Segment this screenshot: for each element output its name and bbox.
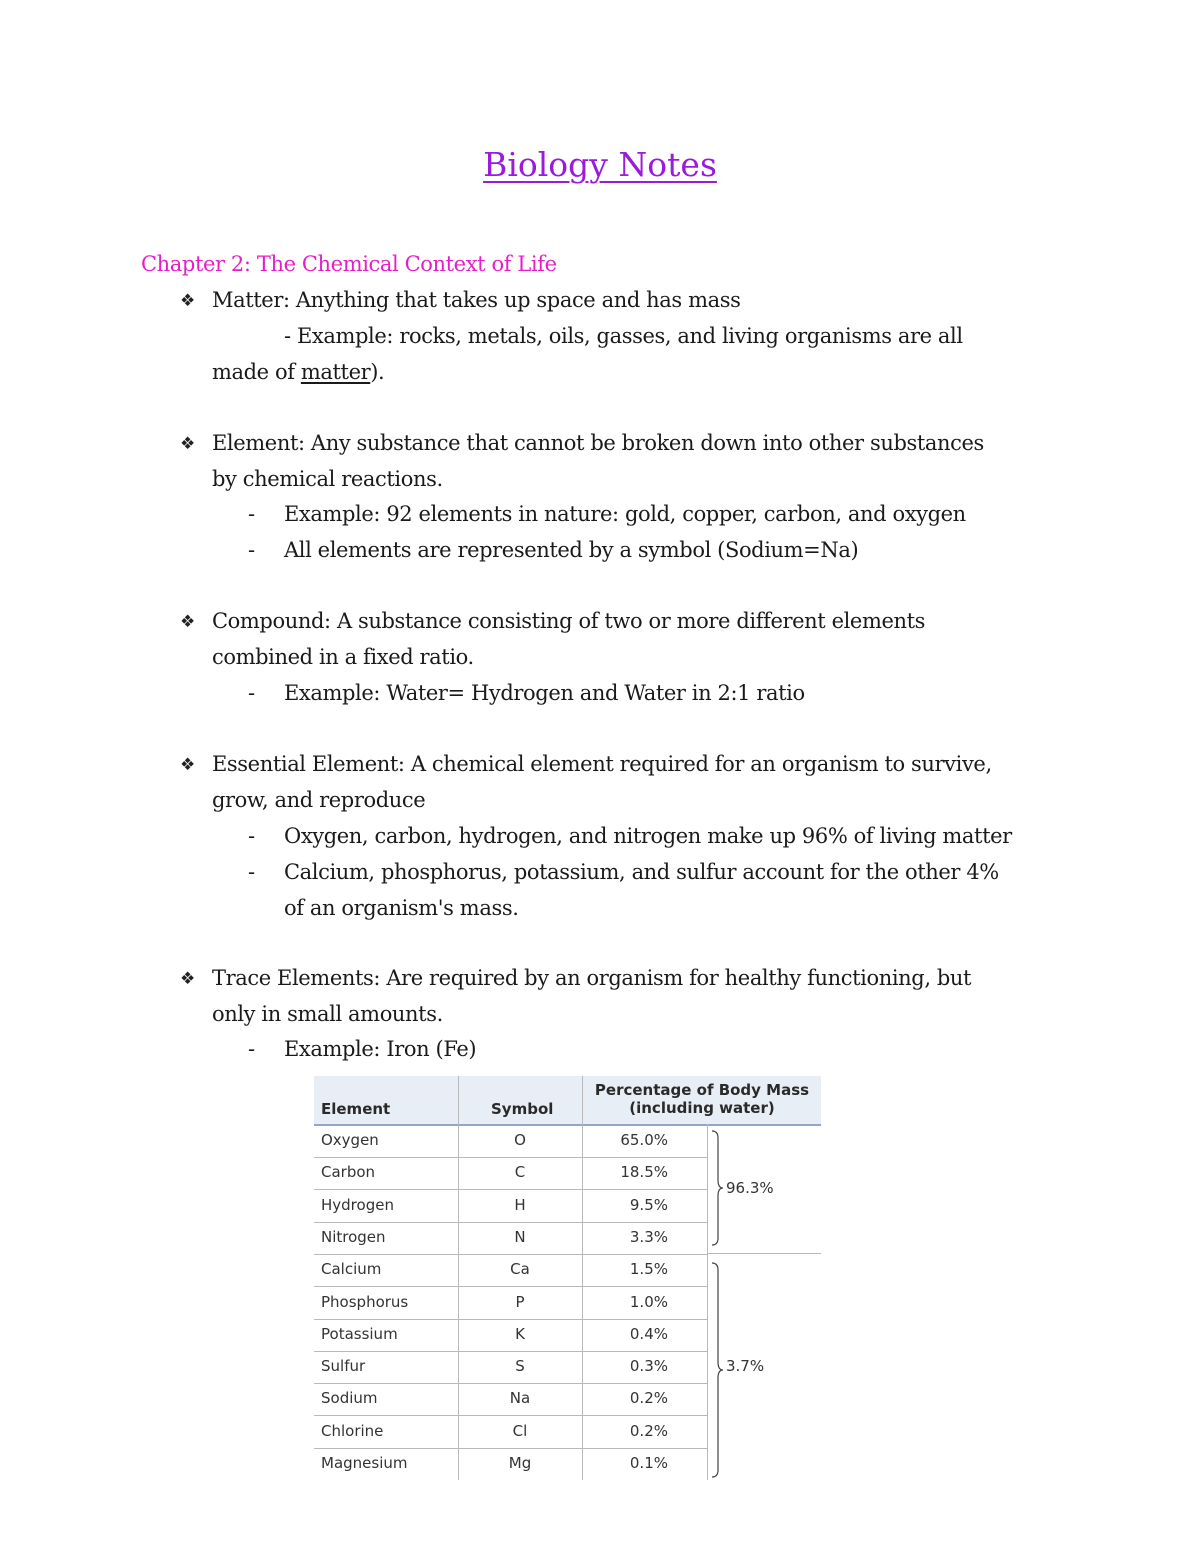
- cell-element: Hydrogen: [321, 1195, 394, 1214]
- table-row: [314, 1222, 707, 1255]
- cell-percentage: 65.0%: [620, 1131, 668, 1149]
- header-element: Element: [321, 1100, 391, 1118]
- cell-element: Sodium: [321, 1389, 378, 1408]
- cell-symbol: Ca: [510, 1260, 530, 1279]
- column-divider: [707, 1124, 708, 1480]
- dash-icon: -: [248, 681, 256, 705]
- dash-icon: -: [248, 538, 256, 562]
- compound-definition: Compound: A substance consisting of two or more different elements: [212, 609, 926, 633]
- essential-note-2-cont: of an organism's mass.: [284, 896, 519, 920]
- trace-definition-cont: only in small amounts.: [212, 1002, 443, 1026]
- group-divider: [707, 1253, 821, 1254]
- dash-icon: -: [248, 824, 256, 848]
- cell-element: Calcium: [321, 1260, 382, 1279]
- cell-symbol: Na: [509, 1389, 531, 1408]
- chapter-heading: Chapter 2: The Chemical Context of Life: [141, 252, 557, 276]
- matter-definition: Matter: Anything that takes up space and has mass: [212, 288, 741, 312]
- bullet-icon: ❖: [180, 612, 196, 632]
- cell-percentage: 0.4%: [629, 1324, 668, 1343]
- table-row: [314, 1416, 707, 1449]
- table-row: [314, 1254, 707, 1287]
- cell-symbol: H: [514, 1195, 526, 1214]
- cell-symbol: Cl: [512, 1421, 528, 1440]
- essential-note-1: Oxygen, carbon, hydrogen, and nitrogen make up 96% of living matter: [284, 824, 1012, 848]
- cell-symbol: S: [515, 1357, 525, 1376]
- cell-element: Potassium: [321, 1324, 398, 1343]
- cell-symbol: N: [514, 1227, 526, 1246]
- essential-definition-cont: grow, and reproduce: [212, 788, 426, 812]
- cell-element: Carbon: [321, 1163, 376, 1182]
- group2-total: 3.7%: [726, 1357, 765, 1375]
- cell-element: Nitrogen: [321, 1227, 386, 1246]
- compound-example: Example: Water= Hydrogen and Water in 2:1 ratio: [284, 681, 805, 705]
- table-row: [314, 1157, 707, 1190]
- cell-element: Magnesium: [321, 1454, 408, 1472]
- dash-icon: -: [248, 502, 256, 526]
- matter-example: - Example: rocks, metals, oils, gasses, and living organisms are all: [284, 324, 963, 348]
- bullet-icon: ❖: [180, 291, 196, 311]
- matter-underlined-word: matter: [300, 360, 371, 384]
- cell-element: Phosphorus: [321, 1292, 409, 1311]
- table-row: [314, 1448, 707, 1480]
- table-row: [314, 1319, 707, 1352]
- dash-icon: -: [248, 860, 256, 884]
- table-row: [314, 1125, 707, 1158]
- table-header: [314, 1076, 821, 1126]
- cell-symbol: K: [515, 1324, 525, 1343]
- group1-total: 96.3%: [726, 1179, 774, 1197]
- matter-example-cont: [212, 357, 384, 387]
- header-percentage-line2: (including water): [629, 1099, 775, 1117]
- cell-percentage: 0.2%: [629, 1389, 668, 1408]
- cell-symbol: Mg: [508, 1454, 532, 1472]
- cell-percentage: 0.3%: [629, 1357, 668, 1376]
- cell-percentage: 18.5%: [620, 1163, 668, 1182]
- trace-definition: Trace Elements: Are required by an organism for healthy functioning, but: [212, 966, 972, 990]
- cell-percentage: 3.3%: [629, 1227, 668, 1246]
- matter-example-end: ).: [370, 360, 385, 384]
- compound-definition-cont: combined in a fixed ratio.: [212, 645, 474, 669]
- table-row: [314, 1351, 707, 1384]
- bullet-icon: ❖: [180, 434, 196, 454]
- cell-percentage: 0.1%: [629, 1454, 668, 1472]
- element-example: Example: 92 elements in nature: gold, copper, carbon, and oxygen: [284, 502, 966, 526]
- header-percentage-line1: Percentage of Body Mass: [594, 1081, 810, 1099]
- essential-note-2: Calcium, phosphorus, potassium, and sulfur account for the other 4%: [284, 860, 999, 884]
- cell-symbol: O: [514, 1131, 526, 1149]
- cell-element: Oxygen: [321, 1131, 379, 1149]
- element-definition-cont: by chemical reactions.: [212, 467, 443, 491]
- cell-percentage: 9.5%: [629, 1195, 668, 1214]
- cell-percentage: 1.0%: [629, 1292, 668, 1311]
- matter-example-text: made of: [212, 360, 301, 384]
- element-symbol-note: All elements are represented by a symbol (Sodium=Na): [284, 538, 859, 562]
- table-row: [314, 1287, 707, 1320]
- page-title: Biology Notes: [483, 145, 717, 184]
- table-row: [314, 1190, 707, 1223]
- header-percentage: [583, 1081, 821, 1117]
- bullet-icon: ❖: [180, 969, 196, 989]
- cell-percentage: 0.2%: [629, 1421, 668, 1440]
- bullet-icon: ❖: [180, 755, 196, 775]
- cell-symbol: P: [515, 1292, 525, 1311]
- cell-element: Sulfur: [321, 1357, 366, 1376]
- trace-example: Example: Iron (Fe): [284, 1037, 477, 1061]
- dash-icon: -: [248, 1037, 256, 1061]
- header-symbol: Symbol: [491, 1100, 554, 1118]
- cell-symbol: C: [514, 1163, 526, 1182]
- cell-percentage: 1.5%: [629, 1260, 668, 1279]
- essential-definition: Essential Element: A chemical element required for an organism to survive,: [212, 752, 992, 776]
- table-row: [314, 1383, 707, 1416]
- cell-element: Chlorine: [321, 1421, 384, 1440]
- element-definition: Element: Any substance that cannot be broken down into other substances: [212, 431, 984, 455]
